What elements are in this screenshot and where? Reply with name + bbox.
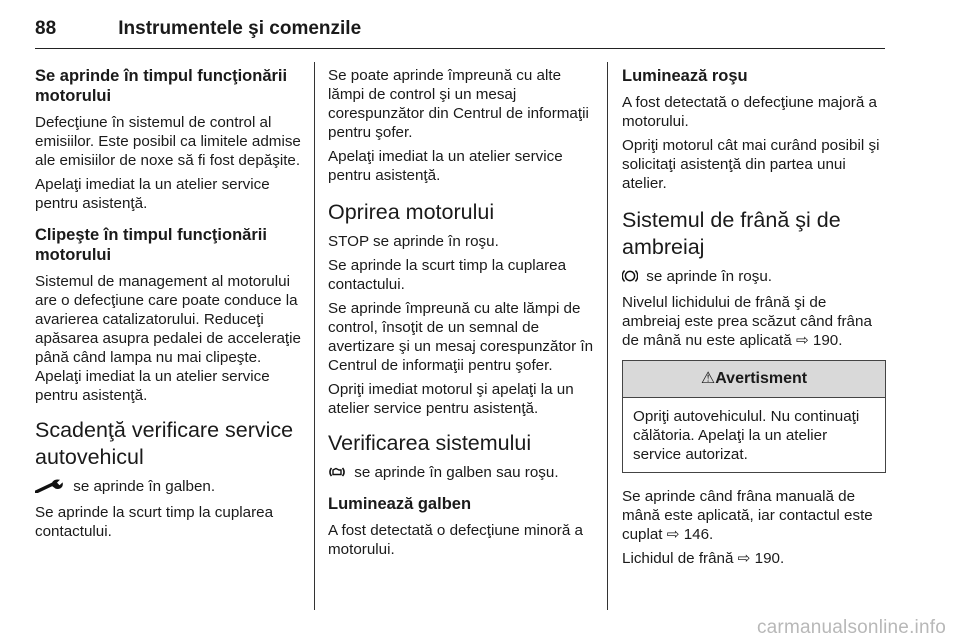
paragraph: Se aprinde la scurt timp la cuplarea contactului. — [328, 257, 567, 293]
page-reference-link[interactable]: 190. — [808, 332, 843, 349]
heading-lights-yellow: Luminează galben — [328, 495, 472, 513]
column-divider — [607, 62, 608, 610]
column-left — [35, 66, 301, 546]
column-right — [622, 66, 886, 573]
paragraph — [35, 477, 301, 498]
engine-system-check-icon — [328, 465, 346, 484]
warning-triangle-icon: ⚠ — [700, 370, 716, 387]
heading-system-check: Verificarea sistemului — [328, 431, 532, 455]
paragraph: Defecţiune în sistemul de control al emisiilor. Este posibil ca limitele admise ale emisiilor de noxe să fi fost depăşite. — [35, 114, 301, 169]
paragraph — [622, 293, 886, 350]
watermark: carmanualsonline.info — [756, 617, 946, 638]
paragraph-text: Nivelul lichidului de frână şi de ambreiaj este prea scăzut când frâna de mână nu este aplicată — [622, 294, 872, 349]
paragraph — [622, 267, 886, 288]
paragraph: Se poate aprinde împreună cu alte lămpi de control şi un mesaj corespunzător din Centrul de informaţii pentru şofer. — [328, 67, 589, 141]
page-title: Instrumentele şi comenzile — [118, 18, 362, 39]
paragraph: A fost detectată o defecţiune majoră a motorului. — [622, 94, 877, 130]
column-divider — [314, 62, 315, 610]
column-middle — [328, 66, 594, 564]
paragraph: Apelaţi imediat la un atelier service pentru asistenţă. — [35, 176, 270, 212]
paragraph — [622, 549, 886, 568]
paragraph-text: se aprinde în galben. — [69, 478, 216, 495]
paragraph: Sistemul de management al motorului are o defecţiune care poate conduce la avarierea catalizatorului. Reduceţi apăsarea asupra pedalei de acceleraţie până când lampa nu mai clipeşte. Apelaţi imediat la un atelier service pentru asistenţă. — [35, 273, 301, 404]
paragraph: Se aprinde la scurt timp la cuplarea contactului. — [35, 504, 274, 540]
paragraph-text: Lichidul de frână — [622, 550, 738, 567]
heading-service-due: Scadenţă verificare service autovehicul — [35, 418, 294, 469]
paragraph: A fost detectată o defecţiune minoră a motorului. — [328, 522, 583, 558]
heading-engine-stop: Oprirea motorului — [328, 200, 495, 224]
paragraph — [622, 487, 886, 544]
heading-flashes-while-running: Clipeşte în timpul funcţionării motorului — [35, 226, 267, 264]
paragraph: STOP se aprinde în roşu. — [328, 233, 499, 250]
warning-header — [623, 361, 885, 398]
brake-warning-icon — [622, 269, 638, 288]
page-reference-link[interactable]: 190. — [750, 550, 785, 567]
page-reference-link[interactable]: 146. — [679, 526, 714, 543]
heading-lights-while-running: Se aprinde în timpul funcţionării motorului — [35, 67, 288, 105]
paragraph-text: se aprinde în galben sau roşu. — [350, 464, 559, 481]
page-reference-arrow-icon: ⇨ — [737, 550, 751, 567]
paragraph: Apelaţi imediat la un atelier service pentru asistenţă. — [328, 148, 563, 184]
warning-title: Avertisment — [715, 370, 808, 387]
warning-body: Opriţi autovehiculul. Nu continuaţi călătoria. Apelaţi la un atelier service autorizat. — [633, 408, 860, 463]
page-reference-arrow-icon: ⇨ — [666, 526, 680, 543]
paragraph: Opriţi imediat motorul şi apelaţi la un atelier service pentru asistenţă. — [328, 381, 574, 417]
page-number: 88 — [35, 18, 57, 39]
paragraph — [328, 463, 594, 484]
paragraph: Opriţi motorul cât mai curând posibil şi solicitaţi asistenţă din partea unui atelier. — [622, 137, 880, 192]
paragraph: Se aprinde împreună cu alte lămpi de control, însoţit de un semnal de avertizare şi un mesaj corespunzător în Centrul de informaţii pentru şofer. — [328, 300, 594, 374]
heading-lights-red: Luminează roşu — [622, 67, 748, 85]
warning-box — [622, 360, 886, 473]
paragraph-text: se aprinde în roşu. — [642, 268, 773, 285]
page-header — [35, 10, 885, 49]
paragraph-text: Se aprinde când frâna manuală de mână este aplicată, iar contactul este cuplat — [622, 488, 873, 543]
page-reference-arrow-icon: ⇨ — [795, 332, 809, 349]
wrench-icon — [35, 479, 65, 498]
heading-brake-clutch-system: Sistemul de frână şi de ambreiaj — [622, 208, 841, 259]
